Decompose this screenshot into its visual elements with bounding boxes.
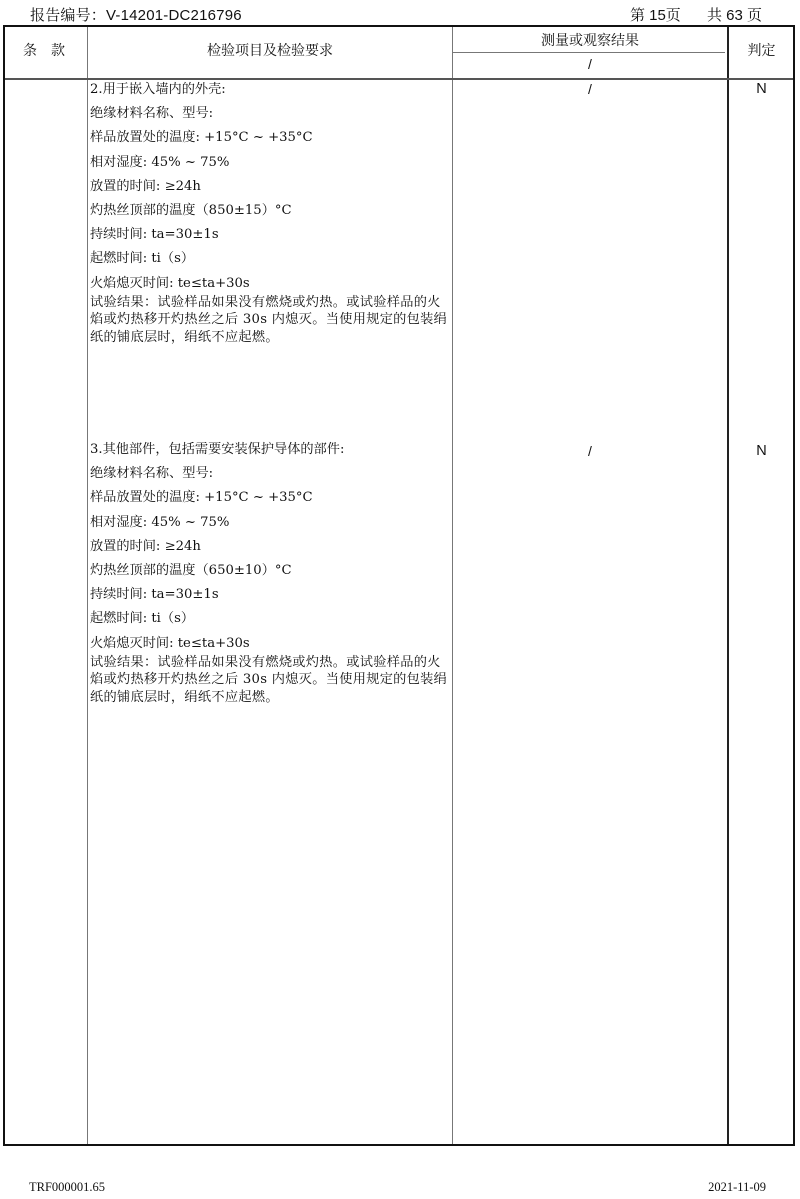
requirement-line: 相对湿度: 45% ~ 75%: [90, 514, 230, 530]
measurement-subheader-divider: [453, 52, 725, 53]
issue-date: 2021-11-09: [708, 1180, 766, 1194]
requirement-line: 持续时间: ta=30±1s: [90, 227, 219, 243]
requirement-line: 灼热丝顶部的温度（850±15）°C: [90, 202, 292, 218]
column-divider: [87, 27, 88, 1144]
test-result-criteria: 试验结果：试验样品如果没有燃烧或灼热。或试验样品的火焰或灼热移开灼热丝之后 30s 内熄灭。当使用规定的包装绢纸的铺底层时，绢纸不应起燃。: [90, 294, 448, 345]
requirement-line: 火焰熄灭时间: te≤ta+30s: [90, 635, 250, 651]
page-total: 共 63 页: [706, 7, 762, 24]
requirement-line: 持续时间: ta=30±1s: [90, 587, 219, 603]
requirement-line: 绝缘材料名称、型号:: [90, 466, 214, 482]
column-divider: [727, 27, 729, 1144]
table-row-requirements: [90, 439, 452, 706]
requirement-line: 放置的时间: ≥24h: [90, 538, 201, 554]
page-current: 第 15页: [629, 7, 681, 24]
column-subheader-measurement: /: [588, 56, 592, 72]
inspection-table: [3, 25, 795, 1146]
requirement-line: 灼热丝顶部的温度（650±10）°C: [90, 562, 292, 578]
table-row-requirements: [90, 79, 452, 346]
column-header-clause: 条款: [23, 42, 79, 58]
test-result-criteria: 试验结果：试验样品如果没有燃烧或灼热。或试验样品的火焰或灼热移开灼热丝之后 30s 内熄灭。当使用规定的包装绢纸的铺底层时，绢纸不应起燃。: [90, 654, 448, 705]
report-number: [30, 4, 242, 25]
report-number-label: 报告编号：: [30, 7, 107, 24]
verdict-value: N: [756, 443, 767, 459]
requirement-line: 样品放置处的温度: +15°C ~ +35°C: [90, 130, 313, 146]
requirement-line: 3.其他部件，包括需要安装保护导体的部件:: [90, 442, 345, 457]
measurement-value: /: [588, 81, 592, 97]
column-header-measurement: 测量或观察结果: [541, 32, 639, 48]
form-code: TRF000001.65: [29, 1180, 106, 1194]
report-number-value: V-14201-DC216796: [106, 7, 242, 24]
requirement-line: 绝缘材料名称、型号:: [90, 106, 214, 122]
requirement-line: 火焰熄灭时间: te≤ta+30s: [90, 275, 250, 291]
requirement-line: 放置的时间: ≥24h: [90, 178, 201, 194]
page-indicator: [630, 4, 762, 25]
column-header-item: 检验项目及检验要求: [207, 42, 333, 58]
requirement-line: 2.用于嵌入墙内的外壳:: [90, 82, 226, 97]
column-header-verdict: 判定: [747, 42, 776, 58]
requirement-line: 起燃时间: ti（s）: [90, 611, 195, 627]
requirement-line: 相对湿度: 45% ~ 75%: [90, 154, 230, 170]
verdict-value: N: [756, 81, 767, 97]
requirement-line: 样品放置处的温度: +15°C ~ +35°C: [90, 490, 313, 506]
column-divider: [452, 27, 453, 1144]
measurement-value: /: [588, 443, 592, 459]
requirement-line: 起燃时间: ti（s）: [90, 251, 195, 267]
